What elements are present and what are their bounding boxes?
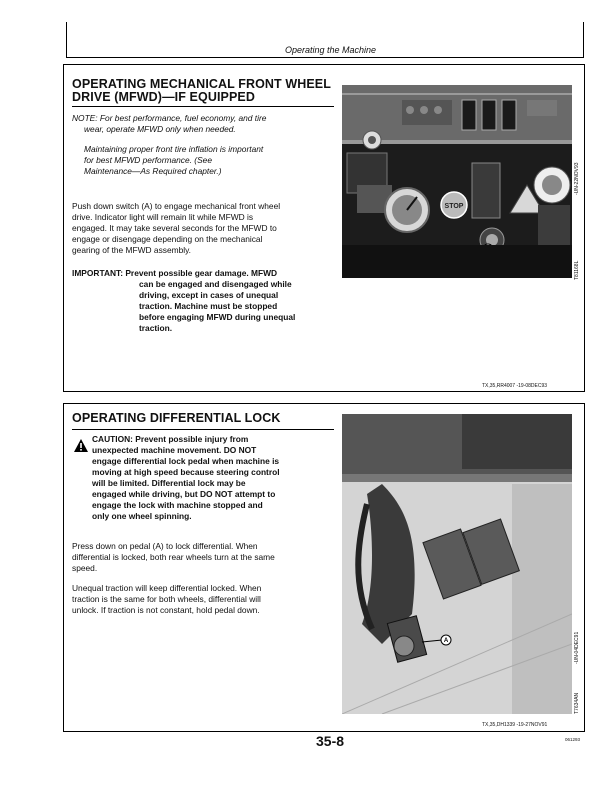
- section-mfwd: [63, 64, 585, 392]
- stop-label: STOP: [444, 203, 464, 210]
- title-rule: [72, 106, 334, 107]
- note: NOTE: For best performance, fuel economy, and tire wear, operate MFWD only when needed. Maintaining proper front tire inflation is important for best MFWD performance. (See Maintenance—As Required chapter.): [72, 113, 267, 176]
- title-rule: [72, 429, 334, 430]
- reference-code: TX,35,RR4007 -19-08DEC93: [482, 383, 548, 389]
- body-text: Push down switch (A) to engage mechanical front wheel drive. Indicator light will remain lit while MFWD is engaged. It may take several seconds for the MFWD to engage or disengage depending on the mechanical gearing of the MFWD assembly.: [72, 201, 281, 255]
- header-left-rule: [66, 22, 67, 58]
- figure-code-2: -UN-22NOV93: [574, 162, 580, 195]
- caution-icon: [74, 439, 88, 452]
- section-title: OPERATING MECHANICAL FRONT WHEEL DRIVE (MFWD)—IF EQUIPPED: [72, 77, 331, 104]
- sequence-code: 061293: [565, 737, 581, 742]
- header-rule: [66, 57, 584, 58]
- page-number: 35-8: [316, 733, 345, 749]
- figure-code: T81168L: [574, 260, 580, 280]
- important-notice: IMPORTANT: Prevent possible gear damage. MFWD can be engaged and disengaged while driving, except in cases of unequal traction. Machine must be stopped before engaging MFWD during unequal traction.: [72, 268, 296, 333]
- reference-code: TX,35,DH1339 -19-27NOV91: [482, 722, 548, 728]
- body-text: Press down on pedal (A) to lock differential. When differential is locked, both rear wheels turn at the same speed. Unequal traction will keep differential locked. When traction is the same for both wheels, differential will unlock. If traction is not constant, hold pedal down.: [72, 541, 275, 615]
- pedal-photo: [342, 414, 572, 714]
- figure-code: T7634AN: [574, 692, 580, 714]
- callout-a: A: [443, 638, 449, 644]
- running-title: Operating the Machine: [284, 45, 376, 55]
- section-differential-lock: [63, 403, 585, 732]
- dashboard-photo: [342, 85, 572, 278]
- section-title: OPERATING DIFFERENTIAL LOCK: [72, 411, 281, 425]
- caution-block: CAUTION: Prevent possible injury from unexpected machine movement. DO NOT engage differential lock pedal when machine is moving at high speed because steering control will be limited. Differential lock may be engaged while driving, but DO NOT attempt to engage the lock with machine stopped and only one wheel spinning.: [72, 434, 334, 522]
- header-right-rule: [583, 22, 584, 58]
- figure-code-2: -UN-04DEC91: [574, 631, 580, 664]
